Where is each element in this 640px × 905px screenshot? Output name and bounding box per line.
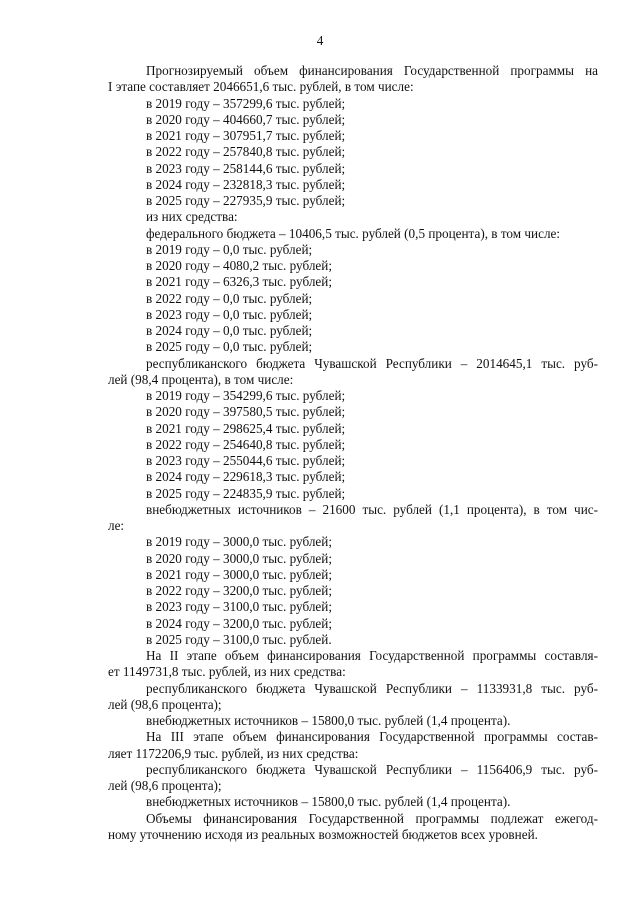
list-item: в 2023 году – 255044,6 тыс. рублей;: [146, 453, 346, 468]
list-item: в 2023 году – 258144,6 тыс. рублей;: [146, 160, 346, 176]
list-item: в 2025 году – 0,0 тыс. рублей;: [146, 339, 313, 355]
paragraph-line: ет 1149731,8 тыс. рублей, из них средства:: [108, 664, 346, 680]
list-item: в 2020 году – 4080,2 тыс. рублей;: [146, 258, 332, 273]
paragraph-line: республиканского бюджета Чувашской Республики – 1133931,8 тыс. руб-: [146, 680, 598, 696]
paragraph-line: Прогнозируемый объем финансирования Государственной программы на: [146, 63, 598, 78]
paragraph-line: республиканского бюджета Чувашской Республики – 1156406,9 тыс. руб-: [146, 761, 598, 777]
list-item: в 2025 году – 224835,9 тыс. рублей;: [146, 485, 346, 501]
list-item: в 2023 году – 3100,0 тыс. рублей;: [146, 599, 332, 615]
list-item: в 2019 году – 354299,6 тыс. рублей;: [146, 388, 346, 403]
paragraph-line: I этапе составляет 2046651,6 тыс. рублей, в том числе:: [108, 79, 414, 95]
list-item: в 2020 году – 397580,5 тыс. рублей;: [146, 404, 346, 420]
list-item: в 2021 году – 298625,4 тыс. рублей;: [146, 420, 346, 436]
page-number: 4: [316, 33, 324, 48]
list-item: в 2023 году – 0,0 тыс. рублей;: [146, 306, 313, 322]
list-item: в 2022 году – 257840,8 тыс. рублей;: [146, 144, 346, 160]
paragraph-line: ному уточнению исходя из реальных возможностей бюджетов всех уровней.: [108, 826, 538, 842]
list-item: в 2019 году – 0,0 тыс. рублей;: [146, 241, 313, 257]
list-item: в 2025 году – 227935,9 тыс. рублей;: [146, 193, 346, 208]
list-item: в 2020 году – 404660,7 тыс. рублей;: [146, 111, 346, 127]
document-body: [108, 63, 598, 843]
list-item: в 2019 году – 357299,6 тыс. рублей;: [146, 95, 346, 111]
list-item: в 2020 году – 3000,0 тыс. рублей;: [146, 550, 332, 566]
list-item: внебюджетных источников – 15800,0 тыс. рублей (1,4 процента).: [146, 794, 511, 810]
paragraph-line: лей (98,6 процента);: [108, 778, 222, 793]
list-item: в 2024 году – 3200,0 тыс. рублей;: [146, 615, 332, 631]
list-item: федерального бюджета – 10406,5 тыс. рублей (0,5 процента), в том числе:: [146, 225, 561, 241]
list-item: в 2019 году – 3000,0 тыс. рублей;: [146, 534, 332, 550]
list-item: из них средства:: [146, 209, 238, 225]
paragraph-line: Объемы финансирования Государственной программы подлежат ежегод-: [146, 810, 598, 826]
paragraph-line: ляет 1172206,9 тыс. рублей, из них средства:: [108, 745, 359, 761]
paragraph-line: ле:: [108, 518, 125, 533]
list-item: в 2024 году – 232818,3 тыс. рублей;: [146, 176, 346, 192]
list-item: в 2021 году – 307951,7 тыс. рублей;: [146, 128, 346, 143]
list-item: в 2022 году – 0,0 тыс. рублей;: [146, 290, 313, 306]
list-item: в 2022 году – 254640,8 тыс. рублей;: [146, 436, 346, 452]
list-item: в 2022 году – 3200,0 тыс. рублей;: [146, 583, 332, 598]
list-item: в 2025 году – 3100,0 тыс. рублей.: [146, 631, 332, 647]
paragraph-line: На III этапе объем финансирования Государственной программы состав-: [146, 729, 598, 745]
paragraph-line: лей (98,6 процента);: [108, 696, 222, 712]
list-item: в 2024 году – 229618,3 тыс. рублей;: [146, 469, 346, 485]
list-item: в 2021 году – 3000,0 тыс. рублей;: [146, 566, 332, 582]
list-item: в 2021 году – 6326,3 тыс. рублей;: [146, 274, 332, 290]
paragraph-line: лей (98,4 процента), в том числе:: [108, 371, 294, 387]
list-item: в 2024 году – 0,0 тыс. рублей;: [146, 323, 313, 338]
list-item: внебюджетных источников – 15800,0 тыс. рублей (1,4 процента).: [146, 713, 511, 728]
paragraph-line: На II этапе объем финансирования Государственной программы составля-: [146, 648, 598, 663]
paragraph-line: внебюджетных источников – 21600 тыс. рублей (1,1 процента), в том чис-: [146, 501, 598, 517]
paragraph-line: республиканского бюджета Чувашской Республики – 2014645,1 тыс. руб-: [146, 355, 598, 371]
